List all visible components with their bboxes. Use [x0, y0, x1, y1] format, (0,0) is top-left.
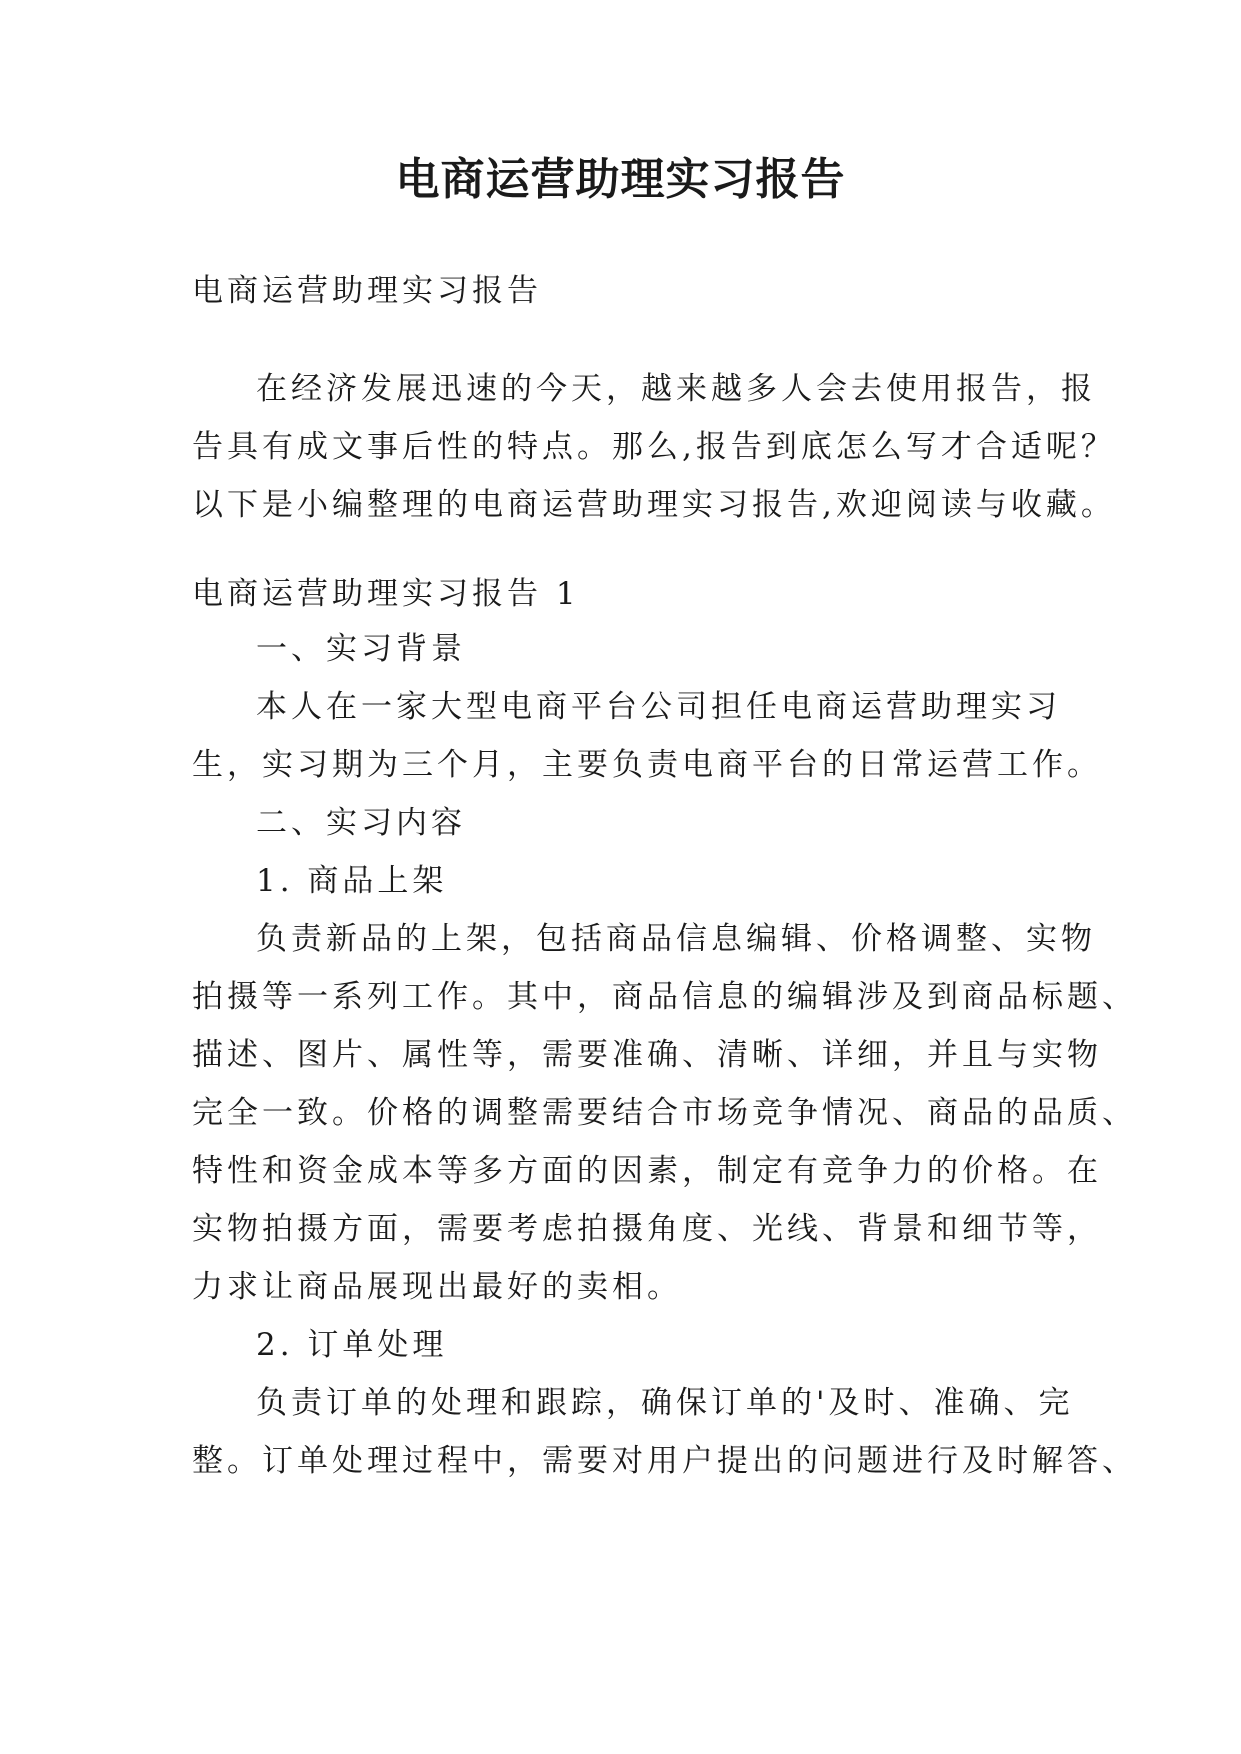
document-title: 电商运营助理实习报告 — [395, 154, 846, 205]
body-line: 拍摄等一系列工作。其中，商品信息的编辑涉及到商品标题、 — [192, 979, 1137, 1015]
document-subtitle — [192, 262, 1062, 320]
heading-background: 一、实习背景 — [256, 631, 466, 667]
body-line: 整。订单处理过程中，需要对用户提出的问题进行及时解答、 — [192, 1443, 1137, 1479]
body-line: 生，实习期为三个月，主要负责电商平台的日常运营工作。 — [192, 747, 1102, 783]
intro-line: 在经济发展迅速的今天，越来越多人会去使用报告，报 — [256, 371, 1096, 407]
intro-line: 以下是小编整理的电商运营助理实习报告,欢迎阅读与收藏。 — [192, 487, 1116, 523]
heading-content: 二、实习内容 — [256, 805, 466, 841]
body-line: 负责订单的处理和跟踪，确保订单的'及时、准确、完 — [256, 1385, 1074, 1421]
body-line: 本人在一家大型电商平台公司担任电商运营助理实习 — [256, 689, 1061, 725]
body-line: 力求让商品展现出最好的卖相。 — [192, 1269, 682, 1305]
subheading-listing: 1. 商品上架 — [256, 863, 448, 899]
subtitle-line: 电商运营助理实习报告 — [192, 273, 542, 309]
intro-line: 告具有成文事后性的特点。那么,报告到底怎么写才合适呢？ — [192, 429, 1116, 465]
body-line: 完全一致。价格的调整需要结合市场竞争情况、商品的品质、 — [192, 1095, 1137, 1131]
report-body — [192, 620, 1137, 1490]
body-line: 实物拍摄方面，需要考虑拍摄角度、光线、背景和细节等， — [192, 1211, 1102, 1247]
section-heading — [192, 565, 1062, 623]
body-line: 特性和资金成本等多方面的因素，制定有竞争力的价格。在 — [192, 1153, 1102, 1189]
intro-paragraph — [192, 360, 1116, 534]
body-line: 描述、图片、属性等，需要准确、清晰、详细，并且与实物 — [192, 1037, 1102, 1073]
section-heading-text: 电商运营助理实习报告 1 — [192, 576, 580, 612]
subheading-orders: 2. 订单处理 — [256, 1327, 448, 1363]
body-line: 负责新品的上架，包括商品信息编辑、价格调整、实物 — [256, 921, 1096, 957]
